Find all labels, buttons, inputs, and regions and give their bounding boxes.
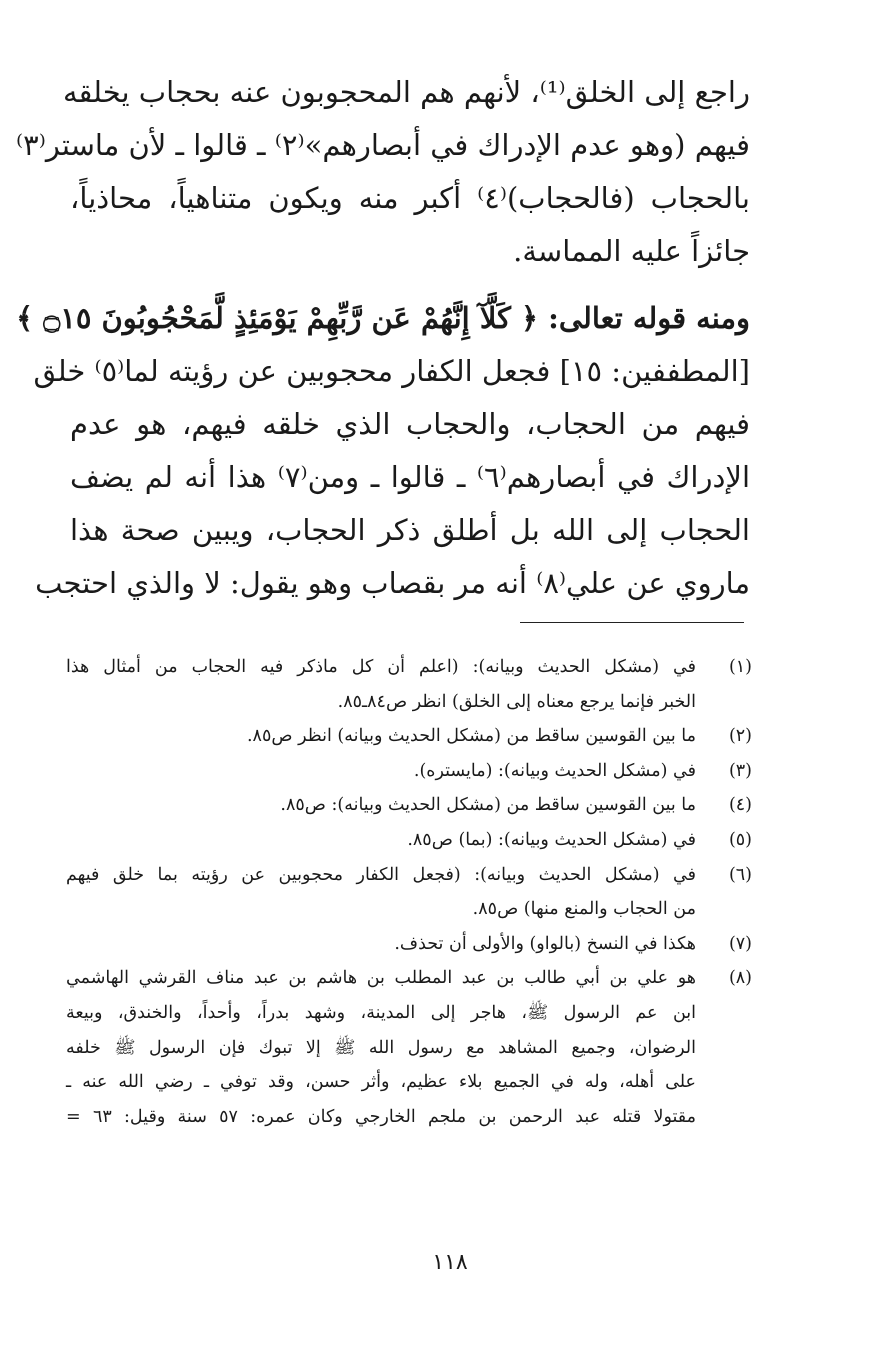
text-line: فيهم (وهو عدم الإدراك في أبصارهم»⁽٢⁾ ـ قالوا ـ لأن ماستر⁽٣⁾	[16, 128, 750, 162]
paragraph	[16, 292, 750, 610]
footnote-line: ما بين القوسين ساقط من (مشكل الحديث وبيانه) انظر ص٨٥.	[246, 726, 696, 747]
page-number: ١١٨	[432, 1250, 468, 1275]
text-line: جائزاً عليه المماسة.	[513, 234, 750, 268]
footnote-number: (١)	[728, 657, 752, 677]
main-text	[16, 66, 750, 610]
footnote	[66, 650, 752, 719]
footnote-line: في (مشكل الحديث وبيانه): (فجعل الكفار محجوبين عن رؤيته بما خلق فيهم	[66, 864, 696, 885]
footnote-number: (٨)	[728, 968, 752, 989]
footnote-line: ما بين القوسين ساقط من (مشكل الحديث وبيانه): ص٨٥.	[280, 795, 696, 816]
footnote	[66, 858, 752, 927]
footnote-number: (٤)	[728, 795, 752, 816]
footnote-number: (٧)	[728, 933, 752, 954]
footnote-number: (٦)	[728, 864, 752, 885]
footnote	[66, 719, 752, 754]
footnote-line: هكذا في النسخ (بالواو) والأولى أن تحذف.	[394, 933, 696, 954]
text-line: الحجاب إلى الله بل أطلق ذكر الحجاب، ويبين صحة هذا	[70, 513, 750, 547]
footnote-line: هو علي بن أبي طالب بن عبد المطلب بن هاشم بن عبد مناف القرشي الهاشمي	[66, 968, 696, 989]
footnote-separator	[520, 622, 744, 623]
footnote-line: في (مشكل الحديث وبيانه): (بما) ص٨٥.	[407, 829, 696, 850]
footnote-number: (٣)	[728, 760, 752, 781]
paragraph	[16, 66, 750, 278]
text-line: فيهم من الحجاب، والحجاب الذي خلقه فيهم، هو عدم	[70, 407, 750, 441]
footnote-line: الخبر فإنما يرجع معناه إلى الخلق) انظر ص٨٤ـ٨٥.	[337, 691, 696, 712]
footnote-line: من الحجاب والمنع منها) ص٨٥.	[472, 899, 696, 920]
footnote-line: في (مشكل الحديث وبيانه): (مايستره).	[413, 760, 696, 781]
quran-verse-line: ومنه قوله تعالى: ﴿ كَلَّآ إِنَّهُمْ عَن رَّبِّهِمْ يَوْمَئِذٍ لَّمَحْجُوبُونَ ۝١٥ ﴾	[16, 301, 750, 335]
text-line: ماروي عن علي⁽٨⁾ أنه مر بقصاب وهو يقول: لا والذي احتجب	[35, 566, 750, 600]
footnote-line: مقتولا قتله عبد الرحمن بن ملجم الخارجي وكان عمره: ٥٧ سنة وقيل: ٦٣ =	[66, 1106, 696, 1127]
text-line: [المطففين: ١٥] فجعل الكفار محجوبين عن رؤيته لما⁽٥⁾ خلق	[33, 354, 750, 388]
text-line: الإدراك في أبصارهم⁽٦⁾ ـ قالوا ـ ومن⁽٧⁾ هذا أنه لم يضف	[70, 460, 750, 494]
footnote-line: ابن عم الرسول ﷺ، هاجر إلى المدينة، وشهد بدراً، وأحداً، والخندق، وبيعة	[66, 1002, 696, 1023]
footnote-line: على أهله، وله في الجميع بلاء عظيم، وأثر حسن، وقد توفي ـ رضي الله عنه ـ	[66, 1072, 696, 1093]
footnote	[66, 927, 752, 962]
footnotes	[66, 650, 752, 1134]
footnote	[66, 961, 752, 1134]
footnote-number: (٥)	[728, 829, 752, 850]
footnote	[66, 823, 752, 858]
text-line: راجع إلى الخلق⁽¹⁾، لأنهم هم المحجوبون عنه بحجاب يخلقه	[62, 75, 750, 109]
footnote-number: (٢)	[728, 726, 752, 747]
text-line: بالحجاب (فالحجاب)⁽٤⁾ أكبر منه ويكون متناهياً، محاذياً،	[70, 181, 750, 215]
footnote-line: في (مشكل الحديث وبيانه): (اعلم أن كل ماذكر فيه الحجاب من أمثال هذا	[66, 657, 696, 677]
footnote	[66, 754, 752, 789]
footnote-line: الرضوان، وجميع المشاهد مع رسول الله ﷺ إلا تبوك فإن الرسول ﷺ خلفه	[66, 1037, 696, 1058]
footnote	[66, 788, 752, 823]
